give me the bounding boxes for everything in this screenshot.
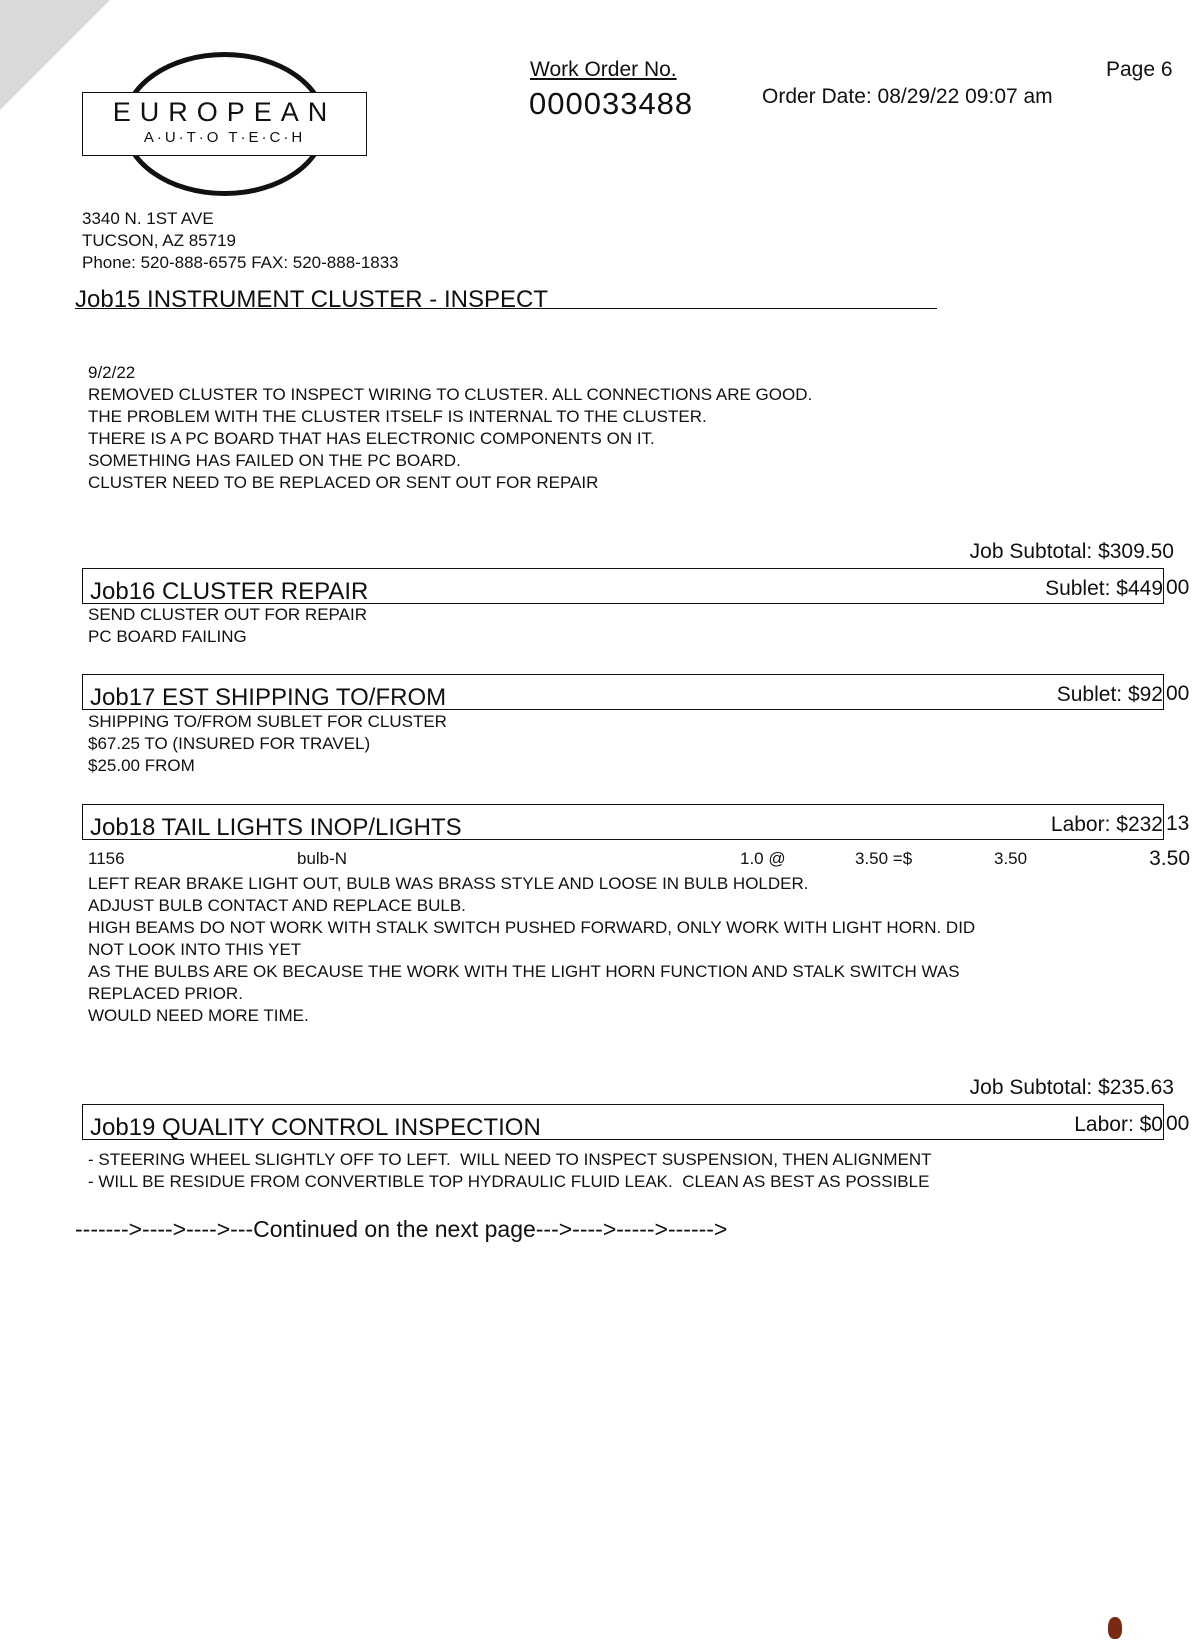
page-number: Page 6 (1106, 58, 1173, 81)
part-unit-price: 3.50 =$ (855, 849, 913, 868)
job18-note: REPLACED PRIOR. (88, 984, 243, 1003)
logo-sub-text: A·U·T·O T·E·C·H (143, 129, 306, 146)
job17-charge: Sublet: $92 (1056, 683, 1163, 706)
work-order-label: Work Order No. (530, 58, 677, 81)
continued-next-page: ------->---->---->---Continued on the next page--->---->----->------> (75, 1216, 728, 1242)
job15-title: Job15 INSTRUMENT CLUSTER - INSPECT (75, 286, 548, 313)
job18-note: ADJUST BULB CONTACT AND REPLACE BULB. (88, 896, 466, 915)
job17-note: SHIPPING TO/FROM SUBLET FOR CLUSTER (88, 712, 447, 731)
job16-charge: Sublet: $449 (1045, 577, 1163, 600)
job17-title: Job17 EST SHIPPING TO/FROM (90, 684, 447, 711)
work-order-number: 000033488 (529, 86, 694, 121)
job16-note: PC BOARD FAILING (88, 627, 247, 646)
phone-fax-line: Phone: 520-888-6575 FAX: 520-888-1833 (82, 253, 399, 272)
job18-note: AS THE BULBS ARE OK BECAUSE THE WORK WITH THE LIGHT HORN FUNCTION AND STALK SWITCH WAS (88, 962, 960, 981)
job16-note: SEND CLUSTER OUT FOR REPAIR (88, 605, 367, 624)
job18-note: HIGH BEAMS DO NOT WORK WITH STALK SWITCH PUSHED FORWARD, ONLY WORK WITH LIGHT HORN. DID (88, 918, 976, 937)
job15-note: THE PROBLEM WITH THE CLUSTER ITSELF IS INTERNAL TO THE CLUSTER. (88, 407, 707, 426)
job15-note: CLUSTER NEED TO BE REPLACED OR SENT OUT FOR REPAIR (88, 473, 599, 492)
ink-smudge (1108, 1617, 1122, 1639)
part-number: 1156 (88, 849, 125, 868)
job17-header-box (82, 674, 1164, 710)
job18-note: NOT LOOK INTO THIS YET (88, 940, 302, 959)
job19-note: - WILL BE RESIDUE FROM CONVERTIBLE TOP HYDRAULIC FLUID LEAK. CLEAN AS BEST AS POSSIBLE (88, 1172, 930, 1191)
part-line-total: 3.50 (1149, 847, 1190, 870)
job16-header-box (82, 568, 1164, 604)
job18-title: Job18 TAIL LIGHTS INOP/LIGHTS (90, 814, 462, 841)
job18-charge: Labor: $232 (1050, 813, 1163, 836)
job15-note: THERE IS A PC BOARD THAT HAS ELECTRONIC COMPONENTS ON IT. (88, 429, 655, 448)
job17-note: $25.00 FROM (88, 756, 195, 775)
job17-charge-cents: 00 (1166, 682, 1190, 705)
job16-charge-cents: 00 (1166, 576, 1190, 599)
job15-note: SOMETHING HAS FAILED ON THE PC BOARD. (88, 451, 461, 470)
part-extended-price: 3.50 (994, 849, 1028, 868)
logo-box (82, 92, 367, 156)
job19-charge: Labor: $0 (1074, 1113, 1163, 1136)
job18-header-box (82, 804, 1164, 840)
job19-header-box (82, 1104, 1164, 1140)
job18-charge-cents: 13 (1166, 812, 1190, 835)
job15-subtotal: Job Subtotal: $309.50 (969, 540, 1174, 563)
job16-title: Job16 CLUSTER REPAIR (90, 578, 369, 605)
job19-title: Job19 QUALITY CONTROL INSPECTION (90, 1114, 541, 1141)
part-quantity: 1.0 @ (740, 849, 786, 868)
job18-note: WOULD NEED MORE TIME. (88, 1006, 309, 1025)
job17-note: $67.25 TO (INSURED FOR TRAVEL) (88, 734, 371, 753)
order-date: Order Date: 08/29/22 09:07 am (762, 85, 1053, 108)
job18-subtotal: Job Subtotal: $235.63 (969, 1076, 1174, 1099)
address-line: 3340 N. 1ST AVE (82, 209, 214, 228)
part-description: bulb-N (297, 849, 348, 868)
job15-note: 9/2/22 (88, 363, 136, 382)
logo-main-text: EUROPEAN (112, 97, 337, 127)
job15-note: REMOVED CLUSTER TO INSPECT WIRING TO CLUSTER. ALL CONNECTIONS ARE GOOD. (88, 385, 813, 404)
address-line: TUCSON, AZ 85719 (82, 231, 237, 250)
company-logo (82, 50, 367, 200)
job15-rule (75, 308, 937, 309)
job19-charge-cents: 00 (1166, 1112, 1190, 1135)
job18-note: LEFT REAR BRAKE LIGHT OUT, BULB WAS BRASS STYLE AND LOOSE IN BULB HOLDER. (88, 874, 809, 893)
job19-note: - STEERING WHEEL SLIGHTLY OFF TO LEFT. WILL NEED TO INSPECT SUSPENSION, THEN ALIGNMENT (88, 1150, 932, 1169)
